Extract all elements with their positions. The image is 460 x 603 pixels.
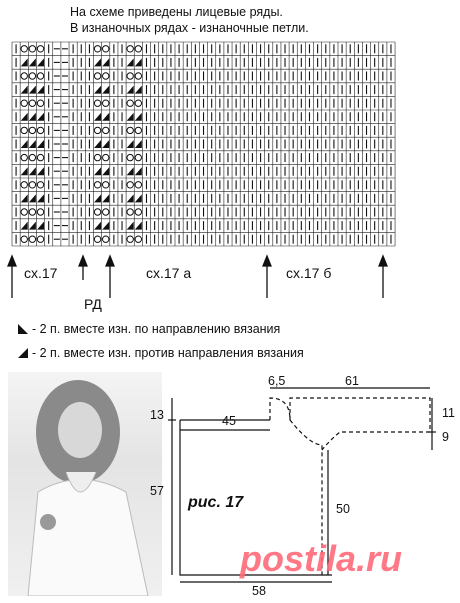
- chart-symbol: [135, 127, 141, 133]
- dim-11: 11: [442, 406, 455, 420]
- arrow-head-2: [79, 256, 87, 266]
- chart-symbol: [94, 167, 101, 175]
- chart-symbol: [29, 167, 36, 175]
- chart-symbol: [135, 86, 142, 94]
- chart-symbol: [102, 86, 109, 94]
- chart-symbol: [29, 58, 36, 66]
- chart-symbol: [21, 222, 28, 230]
- chart-symbol: [135, 58, 142, 66]
- cardigan-shape: [28, 480, 148, 597]
- chart-symbol: [135, 167, 142, 175]
- chart-symbol: [37, 209, 43, 215]
- chart-symbol: [135, 182, 141, 188]
- watermark: postila.ru: [240, 538, 403, 579]
- model-photo: [8, 372, 162, 596]
- chart-symbol: [127, 167, 134, 175]
- chart-symbol: [135, 222, 142, 230]
- chart-symbol: [94, 58, 101, 66]
- chart-symbol: [94, 86, 101, 94]
- chart-symbols: [16, 44, 391, 243]
- chart-symbol: [103, 154, 109, 160]
- chart-symbol: [29, 182, 35, 188]
- header-line-1: На схеме приведены лицевые ряды.: [70, 5, 283, 19]
- chart-symbol: [103, 100, 109, 106]
- chart-symbol: [29, 86, 36, 94]
- chart-symbol: [37, 73, 43, 79]
- arrow-head-5: [379, 256, 387, 266]
- chart-symbol: [135, 113, 142, 121]
- chart-symbol: [102, 140, 109, 148]
- purl-dec-right-icon: [18, 324, 28, 334]
- chart-symbol: [21, 46, 27, 52]
- chart-symbol: [94, 46, 100, 52]
- chart-symbol: [37, 86, 44, 94]
- chart-symbol: [21, 194, 28, 202]
- legend-item-1-text: - 2 п. вместе изн. по направлению вязания: [32, 322, 281, 336]
- dim-50: 50: [336, 502, 350, 516]
- face-shape: [58, 402, 102, 458]
- dim-13: 13: [150, 408, 164, 422]
- chart-symbol: [29, 113, 36, 121]
- chart-symbol: [135, 73, 141, 79]
- chart-symbol: [135, 140, 142, 148]
- dim-6-5: 6,5: [268, 374, 286, 388]
- chart-symbol: [135, 236, 141, 242]
- arrow-head-1: [8, 256, 16, 266]
- chart-symbol: [29, 73, 35, 79]
- chart-symbol: [37, 46, 43, 52]
- chart-symbol: [94, 127, 100, 133]
- chart-symbol: [102, 58, 109, 66]
- chart-symbol: [103, 182, 109, 188]
- chart-symbol: [37, 182, 43, 188]
- chart-symbol: [135, 46, 141, 52]
- chart-symbol: [37, 154, 43, 160]
- chart-symbol: [94, 209, 100, 215]
- chart-symbol: [127, 127, 133, 133]
- chart-symbol: [37, 194, 44, 202]
- chart-symbol: [102, 167, 109, 175]
- chart-symbol: [102, 194, 109, 202]
- chart-symbol: [94, 100, 100, 106]
- dim-9: 9: [442, 430, 449, 444]
- chart-symbol: [103, 236, 109, 242]
- chart-symbol: [103, 73, 109, 79]
- legend-item-1: [18, 322, 280, 336]
- chart-symbol: [127, 100, 133, 106]
- chart-symbol: [94, 194, 101, 202]
- chart-symbol: [127, 113, 134, 121]
- chart-symbol: [37, 100, 43, 106]
- chart-symbol: [21, 236, 27, 242]
- chart-symbol: [127, 46, 133, 52]
- chart-symbol: [127, 222, 134, 230]
- chart-symbol: [127, 209, 133, 215]
- chart-symbol: [127, 58, 134, 66]
- chart-symbol: [37, 140, 44, 148]
- brooch-shape: [40, 514, 56, 530]
- chart-symbol: [37, 222, 44, 230]
- chart-symbol: [29, 209, 35, 215]
- chart-symbol: [21, 58, 28, 66]
- chart-symbol: [94, 222, 101, 230]
- chart-symbol: [37, 113, 44, 121]
- chart-symbol: [29, 154, 35, 160]
- chart-symbol: [21, 154, 27, 160]
- chart-symbol: [21, 140, 28, 148]
- purl-dec-left-icon: [18, 348, 28, 358]
- chart-symbol: [127, 154, 133, 160]
- chart-symbol: [103, 46, 109, 52]
- chart-symbol: [29, 46, 35, 52]
- section-label-rd: РД: [84, 296, 102, 312]
- chart-symbol: [21, 113, 28, 121]
- chart-symbol: [103, 209, 109, 215]
- chart-symbol: [21, 209, 27, 215]
- chart-symbol: [127, 236, 133, 242]
- chart-symbol: [94, 182, 100, 188]
- chart-symbol: [102, 113, 109, 121]
- chart-symbol: [37, 236, 43, 242]
- chart-symbol: [94, 140, 101, 148]
- chart-symbol: [29, 222, 36, 230]
- chart-symbol: [102, 222, 109, 230]
- chart-symbol: [135, 209, 141, 215]
- chart-symbol: [29, 194, 36, 202]
- section-label-2: сх.17 а: [146, 265, 192, 281]
- chart-symbol: [37, 58, 44, 66]
- chart-symbol: [21, 100, 27, 106]
- chart-symbol: [135, 194, 142, 202]
- chart-symbol: [37, 127, 43, 133]
- chart-symbol: [21, 127, 27, 133]
- chart-symbol: [29, 100, 35, 106]
- chart-symbol: [21, 86, 28, 94]
- header-line-2: В изнаночных рядах - изнаночные петли.: [70, 21, 309, 35]
- chart-symbol: [94, 154, 100, 160]
- arrow-head-3: [106, 256, 114, 266]
- chart-symbol: [21, 73, 27, 79]
- chart-symbol: [135, 100, 141, 106]
- chart-symbol: [21, 167, 28, 175]
- chart-symbol: [127, 86, 134, 94]
- legend-item-2-text: - 2 п. вместе изн. против направления вязания: [32, 346, 304, 360]
- chart-symbol: [127, 140, 134, 148]
- chart-symbol: [103, 127, 109, 133]
- sleeve-dashed: [290, 398, 430, 450]
- chart-symbol: [94, 113, 101, 121]
- chart-symbol: [127, 182, 133, 188]
- chart-symbol: [29, 127, 35, 133]
- model-illustration: [8, 372, 162, 596]
- chart-symbol: [135, 154, 141, 160]
- chart-symbol: [29, 140, 36, 148]
- pattern-label: рис. 17: [188, 494, 244, 511]
- dim-57: 57: [150, 484, 164, 498]
- chart-symbol: [127, 73, 133, 79]
- chart-symbol: [29, 236, 35, 242]
- chart-symbol: [94, 236, 100, 242]
- chart-symbol: [127, 194, 134, 202]
- section-label-1: сх.17: [24, 265, 58, 281]
- dim-45: 45: [222, 414, 236, 428]
- section-label-3: сх.17 б: [286, 265, 332, 281]
- chart-symbol: [94, 73, 100, 79]
- legend-item-2: [18, 346, 304, 360]
- chart-symbol: [37, 167, 44, 175]
- dim-58: 58: [252, 584, 266, 598]
- arrow-head-4: [263, 256, 271, 266]
- dim-61: 61: [345, 374, 359, 388]
- chart-symbol: [21, 182, 27, 188]
